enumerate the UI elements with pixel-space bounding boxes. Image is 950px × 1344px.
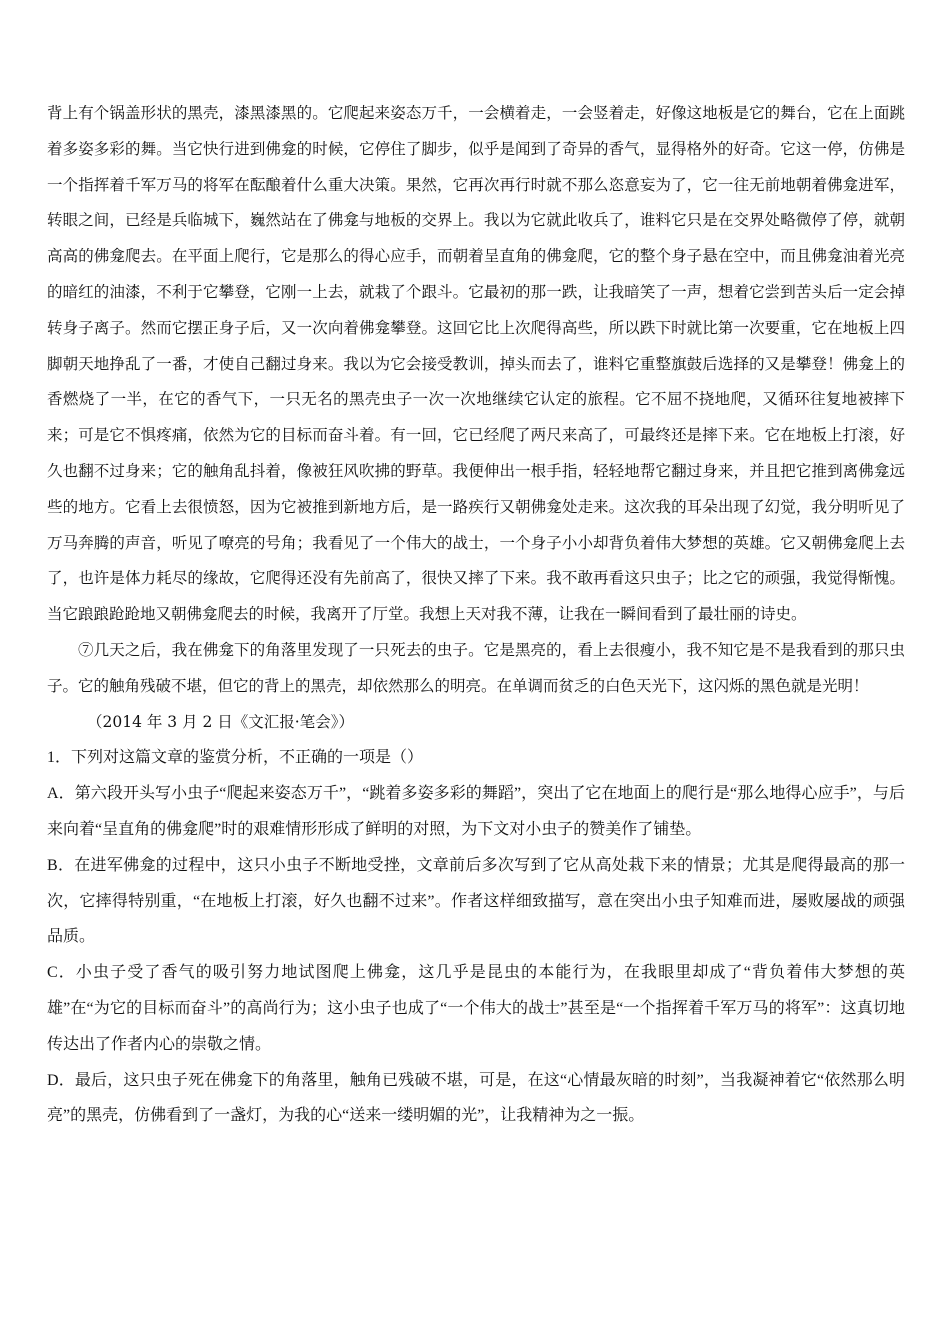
question-stem: 1．下列对这篇文章的鉴赏分析，不正确的一项是（） <box>47 749 424 767</box>
option-a: A．第六段开头写小虫子“爬起来姿态万千”，“跳着多姿多彩的舞蹈”，突出了它在地面上的爬行是“那么地得心应手”，与后来向着“呈直角的佛龛爬”时的艰难情形形成了鲜明的对照，为下文对小虫子的赞美作了铺垫。 <box>47 785 905 838</box>
document-page <box>47 96 905 1134</box>
option-d: D．最后，这只虫子死在佛龛下的角落里，触角已残破不堪，可是，在这“心情最灰暗的时刻”，当我凝神着它“依然那么明亮”的黑壳，仿佛看到了一盏灯，为我的心“送来一缕明媚的光”，让我精神为之一振。 <box>47 1071 905 1125</box>
passage-paragraph-6: 背上有个锅盖形状的黑壳，漆黑漆黑的。它爬起来姿态万千，一会横着走，一会竖着走，好像这地板是它的舞台，它在上面跳着多姿多彩的舞。当它快行进到佛龛的时候，它停住了脚步，似乎是闻到了奇异的香气，显得格外的好奇。它这一停，仿佛是一个指挥着千军万马的将军在酝酿着什么重大决策。果然，它再次再行时就不那么恣意妄为了，它一往无前地朝着佛龛进军，转眼之间，已经是兵临城下，巍然站在了佛龛与地板的交界上。我以为它就此收兵了，谁料它只是在交界处略微停了停，就朝高高的佛龛爬去。在平面上爬行，它是那么的得心应手，而朝着呈直角的佛龛爬，它的整个身子悬在空中，而且佛龛油着光亮的暗红的油漆，不利于它攀登，它刚一上去，就栽了个跟斗。它最初的那一跌，让我暗笑了一声，想着它尝到苦头后一定会掉转身子离子。然而它摆正身子后，又一次向着佛龛攀登。这回它比上次爬得高些，所以跌下时就比第一次要重，它在地板上四脚朝天地挣乱了一番，才使自己翻过身来。我以为它会接受教训，掉头而去了，谁料它重整旗鼓后选择的又是攀登！佛龛上的香燃烧了一半，在它的香气下，一只无名的黑壳虫子一次一次地继续它认定的旅程。它不屈不挠地爬，又循环往复地被摔下来；可是它不惧疼痛，依然为它的目标而奋斗着。有一回，它已经爬了两尺来高了，可最终还是摔下来。它在地板上打滚，好久也翻不过身来；它的触角乱抖着，像被狂风吹拂的野草。我便伸出一根手指，轻轻地帮它翻过身来，并且把它推到离佛龛远些的地方。它看上去很愤怒，因为它被推到新地方后，是一路疾行又朝佛龛处走来。这次我的耳朵出现了幻觉，我分明听见了万马奔腾的声音，听见了嘹亮的号角；我看见了一个伟大的战士，一个身子小小却背负着伟大梦想的英雄。它又朝佛龛爬上去了，也许是体力耗尽的缘故，它爬得还没有先前高了，很快又摔了下来。我不敢再看这只虫子；比之它的顽强，我觉得惭愧。当它踉踉跄跄地又朝佛龛爬去的时候，我离开了厅堂。我想上天对我不薄，让我在一瞬间看到了最壮丽的诗史。 <box>47 104 905 624</box>
passage-paragraph-7: ⑦几天之后，我在佛龛下的角落里发现了一只死去的虫子。它是黑亮的，看上去很瘦小，我不知它是不是我看到的那只虫子。它的触角残破不堪，但它的背上的黑壳，却依然那么的明亮。在单调而贫乏的白色天光下，这闪烁的黑色就是光明！ <box>47 640 905 695</box>
option-c: C．小虫子受了香气的吸引努力地试图爬上佛龛，这几乎是昆虫的本能行为，在我眼里却成了“背负着伟大梦想的英雄”在“为它的目标而奋斗”的高尚行为；这小虫子也成了“一个伟大的战士”甚至是“一个指挥着千军万马的将军”：这真切地传达出了作者内心的崇敬之情。 <box>47 964 905 1053</box>
option-b: B．在进军佛龛的过程中，这只小虫子不断地受挫，文章前后多次写到了它从高处栽下来的情景；尤其是爬得最高的那一次，它摔得特别重，“在地板上打滚，好久也翻不过来”。作者这样细致描写，意在突出小虫子知难而进，屡败屡战的顽强品质。 <box>47 856 905 946</box>
passage-source: （2014 年 3 月 2 日《文汇报·笔会》） <box>87 712 354 731</box>
